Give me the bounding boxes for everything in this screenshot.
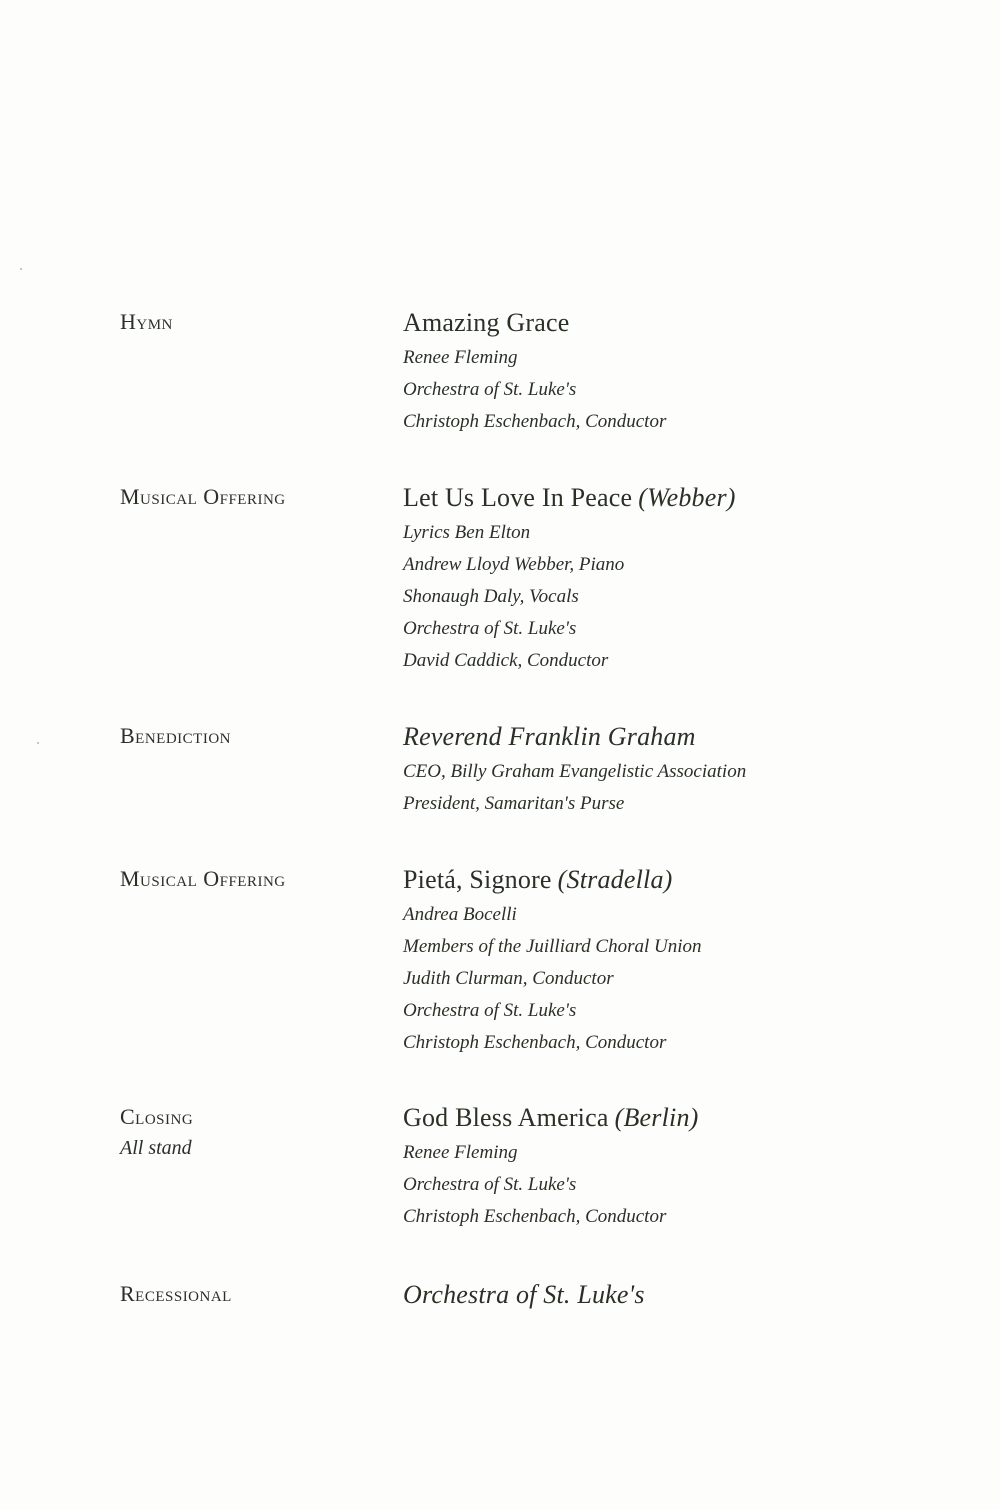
credit-line: Christoph Eschenbach, Conductor (403, 1206, 667, 1227)
section-label: Hymn (120, 309, 173, 334)
title-text: Orchestra of St. Luke's (403, 1280, 645, 1309)
composer-name: (Webber) (638, 483, 736, 512)
credits-list (403, 756, 963, 820)
section-title (403, 483, 963, 513)
credits-list (403, 899, 963, 1059)
credit-line: Renee Fleming (403, 1142, 518, 1163)
section-content (403, 722, 963, 820)
title-text: Reverend Franklin Graham (403, 722, 696, 751)
section-title (403, 722, 963, 752)
section-title (403, 308, 963, 338)
title-text: Amazing Grace (403, 308, 570, 337)
section-label: Musical Offering (120, 484, 286, 509)
section-label: Benediction (120, 723, 231, 748)
credit-line: Judith Clurman, Conductor (403, 968, 614, 989)
title-text: Pietá, Signore (403, 865, 552, 894)
credit-line: President, Samaritan's Purse (403, 793, 625, 814)
credit-line: CEO, Billy Graham Evangelistic Association (403, 761, 747, 782)
composer-name: (Berlin) (614, 1103, 699, 1132)
credit-line: Lyrics Ben Elton (403, 522, 531, 543)
credit-line: Christoph Eschenbach, Conductor (403, 411, 667, 432)
credit-line: Orchestra of St. Luke's (403, 1174, 577, 1195)
credit-line: Andrew Lloyd Webber, Piano (403, 554, 625, 575)
section-title (403, 1280, 963, 1310)
section-content (403, 1280, 963, 1310)
credits-list (403, 517, 963, 677)
section-content (403, 1103, 963, 1233)
credit-line: Renee Fleming (403, 347, 518, 368)
credit-line: Andrea Bocelli (403, 904, 517, 925)
section-label: Recessional (120, 1281, 232, 1306)
credit-line: Orchestra of St. Luke's (403, 1000, 577, 1021)
credit-line: Orchestra of St. Luke's (403, 618, 577, 639)
title-text: God Bless America (403, 1103, 609, 1132)
paper-speck (20, 268, 22, 270)
credits-list (403, 342, 963, 438)
credit-line: Members of the Juilliard Choral Union (403, 936, 702, 957)
title-text: Let Us Love In Peace (403, 483, 633, 512)
composer-name: (Stradella) (557, 865, 673, 894)
section-title (403, 865, 963, 895)
section-note: All stand (120, 1137, 192, 1159)
section-content (403, 483, 963, 677)
section-label: Closing (120, 1104, 194, 1129)
credit-line: David Caddick, Conductor (403, 650, 609, 671)
credit-line: Christoph Eschenbach, Conductor (403, 1032, 667, 1053)
credits-list (403, 1137, 963, 1233)
section-content (403, 308, 963, 438)
paper-speck (37, 742, 39, 744)
section-label: Musical Offering (120, 866, 286, 891)
section-title (403, 1103, 963, 1133)
credit-line: Orchestra of St. Luke's (403, 379, 577, 400)
section-content (403, 865, 963, 1059)
credit-line: Shonaugh Daly, Vocals (403, 586, 579, 607)
